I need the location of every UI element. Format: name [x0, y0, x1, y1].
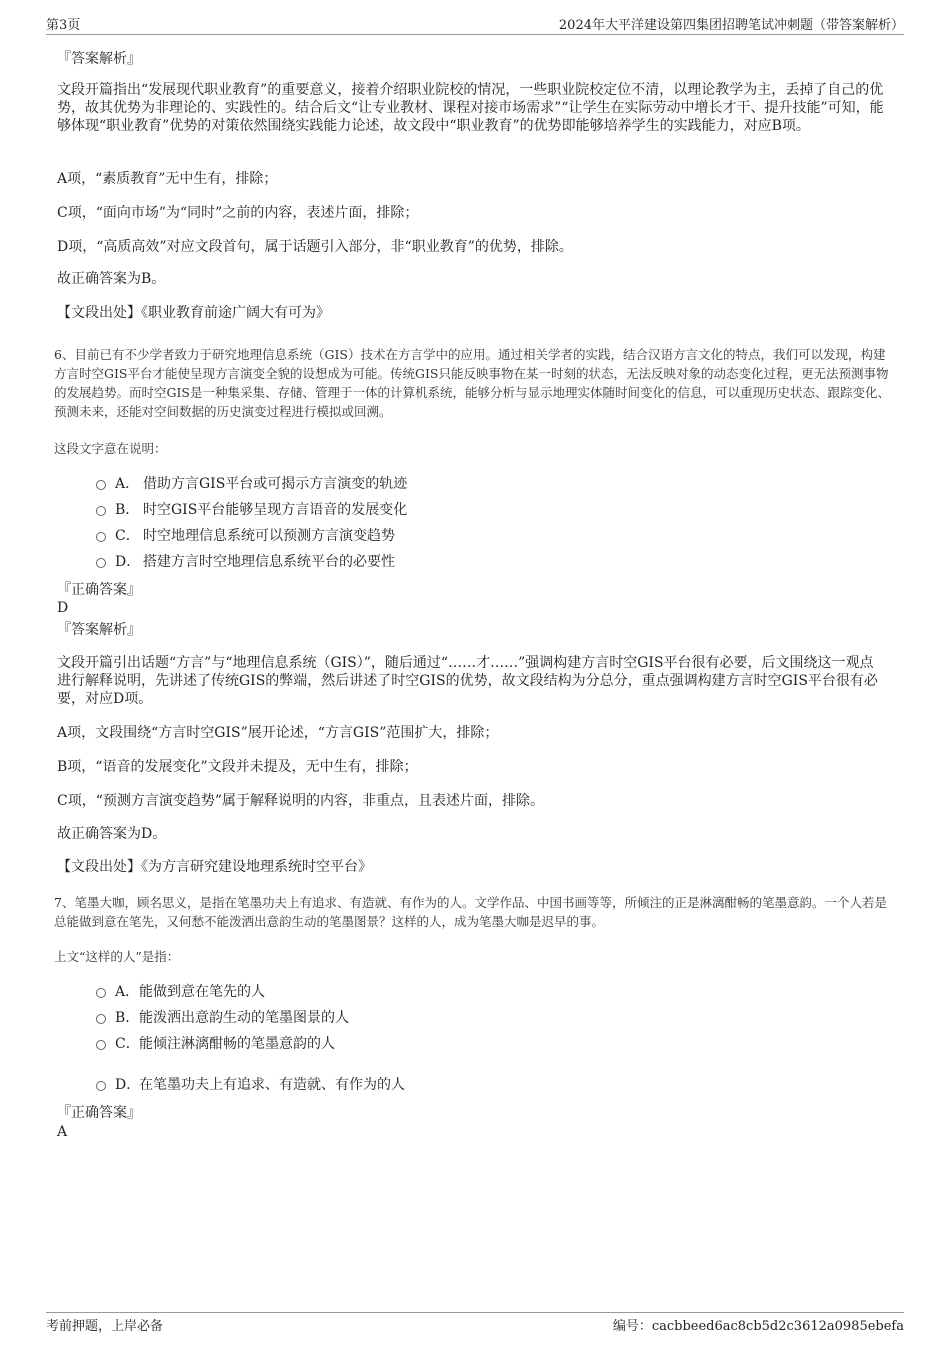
q6-answer: D [57, 600, 69, 616]
radio-icon[interactable] [96, 1040, 106, 1050]
q7-answer-label: 『正确答案』 [57, 1105, 141, 1121]
page-number: 第3页 [46, 18, 81, 33]
q5-source: 【文段出处】《职业教育前途广阔大有可为》 [57, 305, 330, 321]
q7-option-a[interactable]: A．能做到意在笔先的人 [96, 983, 265, 1001]
radio-icon[interactable] [96, 558, 106, 568]
q6-analysis-label: 『答案解析』 [57, 622, 141, 638]
q5-analysis-p4: D项，“高质高效”对应文段首句，属于话题引入部分，非“职业教育”的优势，排除。 [57, 239, 573, 255]
radio-icon[interactable] [96, 1081, 106, 1091]
q7-stem: 7、笔墨大咖，顾名思义，是指在笔墨功夫上有追求、有造就、有作为的人。文学作品、中国书画等等，所倾注的正是淋漓酣畅的笔墨意韵。一个人若是总能做到意在笔先，又何愁不能泼洒出意韵生动的笔墨图景？这样的人，成为笔墨大咖是迟早的事。 [54, 895, 887, 929]
q7-answer: A [57, 1124, 68, 1140]
q6-analysis-p2: A项，文段围绕“方言时空GIS”展开论述，“方言GIS”范围扩大，排除； [57, 725, 499, 741]
q6-option-b[interactable]: B． 时空GIS平台能够呈现方言语音的发展变化 [96, 501, 407, 519]
q6-analysis-p3: B项，“语音的发展变化”文段并未提及，无中生有，排除； [57, 759, 418, 775]
radio-icon[interactable] [96, 506, 106, 516]
q6-option-a[interactable]: A． 借助方言GIS平台或可揭示方言演变的轨迹 [96, 475, 407, 493]
q5-analysis-p3: C项，“面向市场”为“同时”之前的内容，表述片面，排除； [57, 205, 419, 221]
q6-stem: 6、目前已有不少学者致力于研究地理信息系统（GIS）技术在方言学中的应用。通过相关学者的实践，结合汉语方言文化的特点，我们可以发现，构建方言时空GIS平台才能使呈现方言演变全貌的设想成为可能。传统GIS只能反映事物在某一时刻的状态，无法反映对象的动态变化过程，更无法预测事物的发展趋势。而时空GIS是一种集采集、存储、管理于一体的计算机系统，能够分析与显示地理实体随时间变化的信息，可以重现历史状态、跟踪变化、预测未来，还能对空间数据的历史演变过程进行模拟或回溯。 [54, 347, 890, 419]
q5-analysis-p1: 文段开篇指出“发展现代职业教育”的重要意义，接着介绍职业院校的情况，一些职业院校定位不清，以理论教学为主，丢掉了自己的优势，故其优势为非理论的、实践性的。结合后文“让专业教材、课程对接市场需求”“让学生在实际劳动中增长才干、提升技能”可知，能够体现“职业教育”优势的对策依然围绕实践能力论述，故文段中“职业教育”的优势即能够培养学生的实践能力，对应B项。 [57, 82, 884, 134]
radio-icon[interactable] [96, 988, 106, 998]
page-footer [46, 1312, 904, 1335]
q5-analysis-p2: A项，“素质教育”无中生有，排除； [57, 171, 278, 187]
q6-question: 这段文字意在说明： [54, 441, 167, 456]
q6-option-d[interactable]: D． 搭建方言时空地理信息系统平台的必要性 [96, 553, 395, 571]
q6-analysis-p5: 故正确答案为D。 [57, 826, 167, 842]
q6-source: 【文段出处】《为方言研究建设地理系统时空平台》 [57, 859, 372, 875]
q6-answer-label: 『正确答案』 [57, 582, 141, 598]
q6-option-c[interactable]: C． 时空地理信息系统可以预测方言演变趋势 [96, 527, 395, 545]
radio-icon[interactable] [96, 532, 106, 542]
q5-analysis-p5: 故正确答案为B。 [57, 271, 166, 287]
page-header [46, 14, 904, 35]
q6-analysis-p4: C项，“预测方言演变趋势”属于解释说明的内容，非重点，且表述片面，排除。 [57, 793, 545, 809]
q7-question: 上文“这样的人”是指： [54, 949, 180, 964]
footer-serial: 编号：cacbbeed6ac8cb5d2c3612a0985ebefa [612, 1319, 904, 1334]
q7-option-d[interactable]: D．在笔墨功夫上有追求、有造就、有作为的人 [96, 1076, 405, 1094]
q7-option-b[interactable]: B．能泼洒出意韵生动的笔墨图景的人 [96, 1009, 349, 1027]
radio-icon[interactable] [96, 1014, 106, 1024]
q5-analysis-label: 『答案解析』 [57, 51, 141, 67]
q7-option-c[interactable]: C．能倾注淋漓酣畅的笔墨意韵的人 [96, 1035, 335, 1053]
radio-icon[interactable] [96, 480, 106, 490]
footer-slogan: 考前押题，上岸必备 [46, 1319, 164, 1334]
document-title: 2024年大平洋建设第四集团招聘笔试冲刺题（带答案解析） [558, 18, 904, 33]
q6-analysis-p1: 文段开篇引出话题“方言”与“地理信息系统（GIS）”，随后通过“……才……”强调构建方言时空GIS平台很有必要，后文围绕这一观点进行解释说明，先讲述了传统GIS的弊端，然后讲述了时空GIS的优势，故文段结构为分总分，重点强调构建方言时空GIS平台很有必要，对应D项。 [57, 655, 878, 707]
